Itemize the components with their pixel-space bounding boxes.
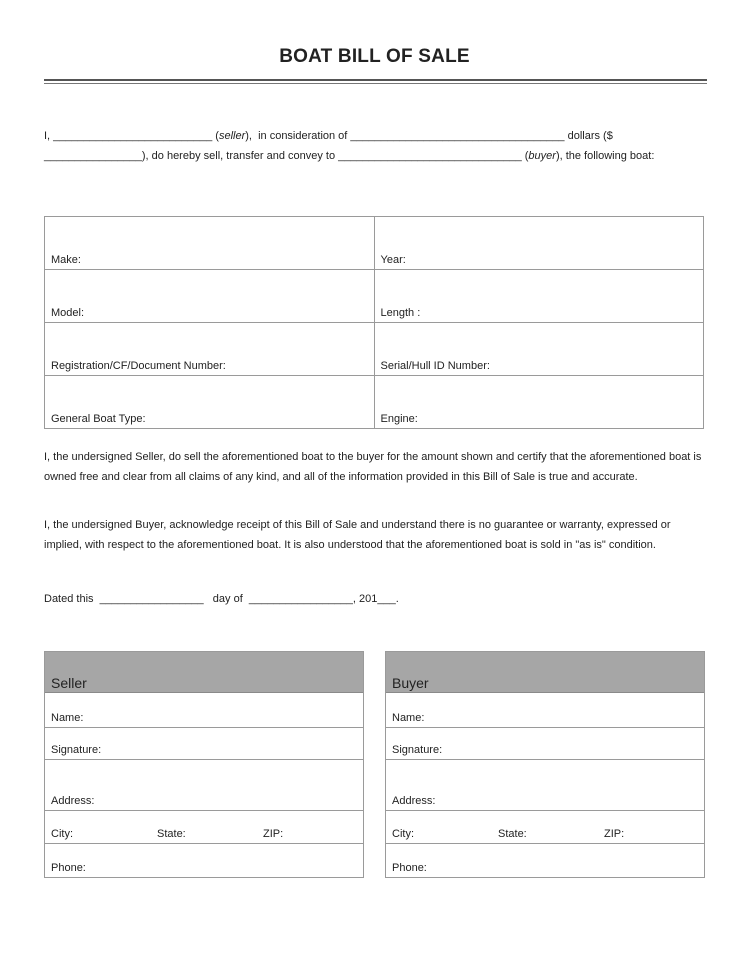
- buyer-address-field[interactable]: [386, 760, 704, 811]
- title-rule-thick: [44, 79, 707, 81]
- seller-statement: I, the undersigned Seller, do sell the aforementioned boat to the buyer for the amount shown and certify that the aforementioned boat is owned free and clear from all claims of any kind, and all of the information provided in this Bill of Sale is true and accurate.: [44, 451, 702, 483]
- title-rule-thin: [44, 83, 707, 84]
- intro-part-2: ), in consideration of ___________________________________ dollars ($ ________________), do hereby sell, transfer and convey to ______________________________ (: [44, 130, 616, 162]
- buyer-phone-field[interactable]: [386, 844, 704, 877]
- buyer-zip-label: ZIP:: [604, 828, 625, 840]
- make-field[interactable]: Make:: [45, 217, 375, 270]
- seller-box: [44, 651, 364, 878]
- seller-city-label: City:: [51, 828, 73, 840]
- seller-zip-label: ZIP:: [263, 828, 284, 840]
- seller-phone-label: Phone:: [51, 862, 86, 874]
- buyer-heading: Buyer: [386, 652, 704, 693]
- seller-name-label: Name:: [51, 712, 84, 724]
- buyer-phone-label: Phone:: [392, 862, 427, 874]
- seller-name-field[interactable]: [45, 693, 363, 728]
- seller-address-field[interactable]: [45, 760, 363, 811]
- intro-paragraph: [44, 127, 707, 166]
- buyer-signature-label: Signature:: [392, 744, 443, 756]
- boat-type-field[interactable]: General Boat Type:: [45, 376, 375, 429]
- buyer-signature-field[interactable]: [386, 728, 704, 760]
- serial-field[interactable]: Serial/Hull ID Number:: [374, 323, 704, 376]
- document-title: BOAT BILL OF SALE: [279, 46, 470, 67]
- buyer-state-label: State:: [498, 828, 527, 840]
- dated-line[interactable]: Dated this _________________ day of _________________, 201___.: [44, 593, 399, 605]
- buyer-address-label: Address:: [392, 795, 436, 807]
- seller-state-label: State:: [157, 828, 186, 840]
- buyer-box: [385, 651, 705, 878]
- seller-phone-field[interactable]: [45, 844, 363, 877]
- registration-field[interactable]: Registration/CF/Document Number:: [45, 323, 375, 376]
- seller-signature-label: Signature:: [51, 744, 102, 756]
- intro-part-3: ), the following boat:: [555, 149, 655, 162]
- length-field[interactable]: Length :: [374, 270, 704, 323]
- buyer-name-field[interactable]: [386, 693, 704, 728]
- buyer-word: buyer: [528, 149, 556, 162]
- buyer-name-label: Name:: [392, 712, 425, 724]
- intro-part-1: I, __________________________ (: [44, 130, 219, 142]
- buyer-city-label: City:: [392, 828, 414, 840]
- boat-details-table: [44, 216, 704, 429]
- year-field[interactable]: Year:: [374, 217, 704, 270]
- seller-city-row[interactable]: [45, 811, 363, 844]
- seller-heading: Seller: [45, 652, 363, 693]
- buyer-statement: I, the undersigned Buyer, acknowledge receipt of this Bill of Sale and understand there is no guarantee or warranty, expressed or implied, with respect to the aforementioned boat. It is also understood that the aforementioned boat is sold in "as is" condition.: [44, 519, 671, 551]
- seller-address-label: Address:: [51, 795, 95, 807]
- seller-signature-field[interactable]: [45, 728, 363, 760]
- model-field[interactable]: Model:: [45, 270, 375, 323]
- engine-field[interactable]: Engine:: [374, 376, 704, 429]
- seller-word: seller: [218, 130, 246, 142]
- buyer-city-row[interactable]: [386, 811, 704, 844]
